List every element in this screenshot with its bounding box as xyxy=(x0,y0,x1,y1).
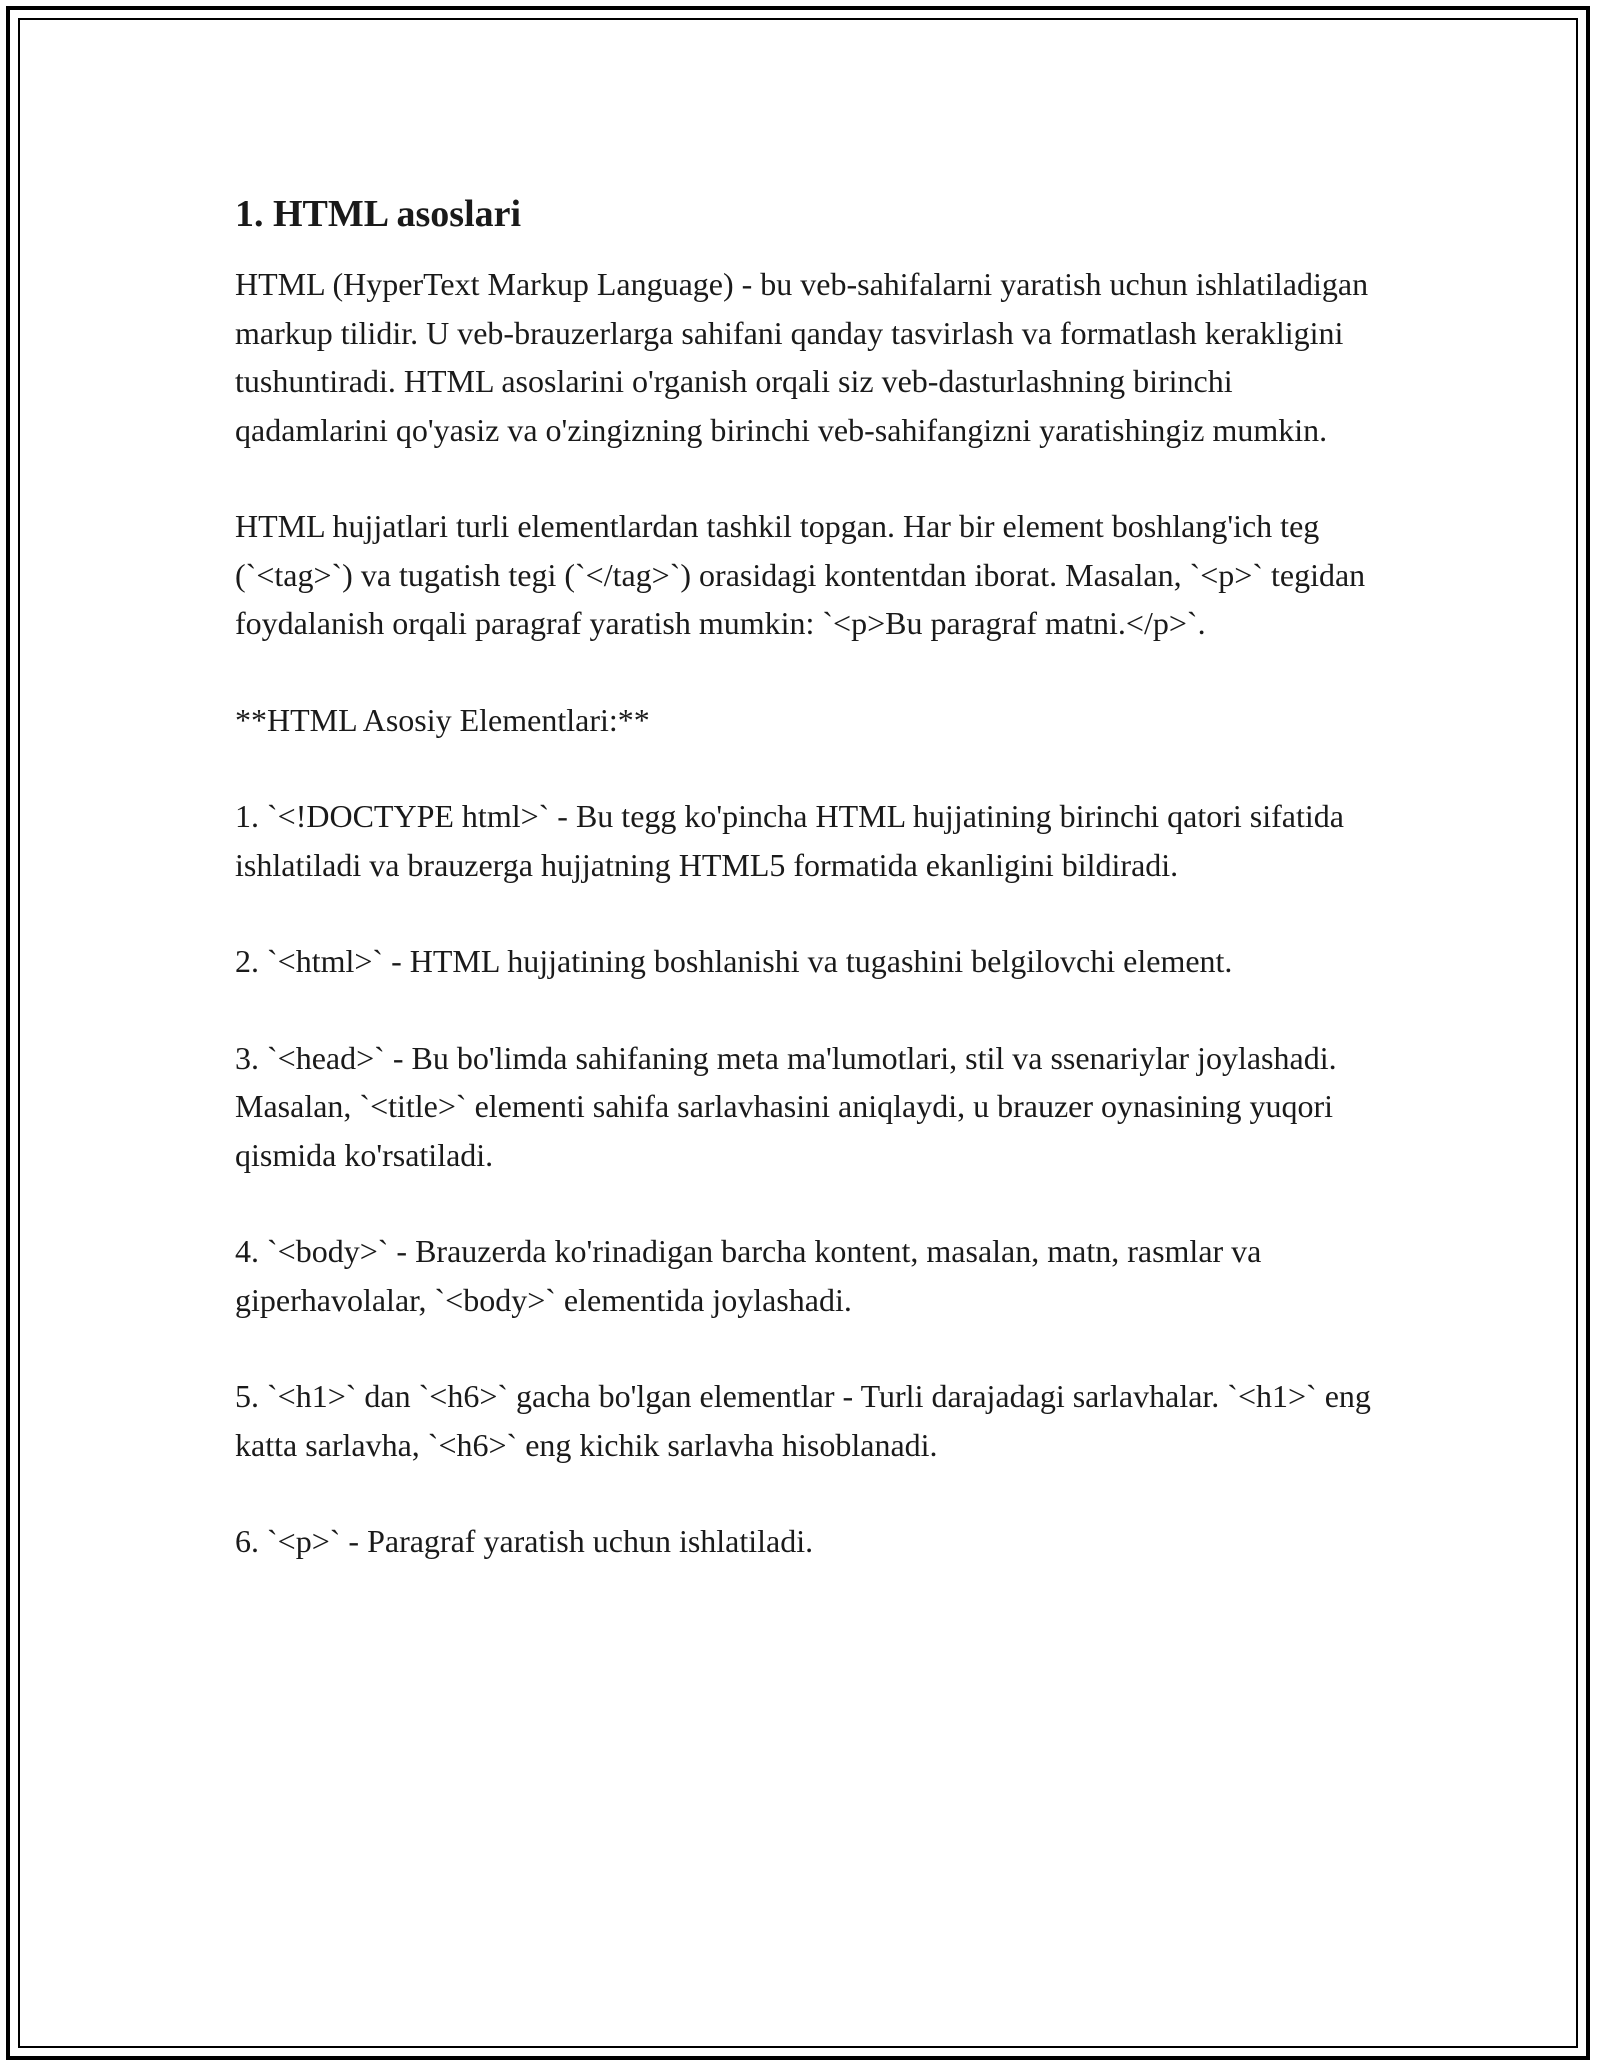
document-body xyxy=(235,188,1375,1614)
list-item-paragraph: 6. `<p>` - Paragraf yaratish uchun ishlatiladi. xyxy=(235,1523,814,1559)
list-item-body: 4. `<body>` - Brauzerda ko'rinadigan barcha kontent, masalan, matn, rasmlar va giperhavolalar, `<body>` elementida joylashadi. xyxy=(235,1233,1262,1318)
list-item-html: 2. `<html>` - HTML hujjatining boshlanishi va tugashini belgilovchi element. xyxy=(235,943,1233,979)
paragraph-subheading: **HTML Asosiy Elementlari:** xyxy=(235,701,650,738)
list-item-head: 3. `<head>` - Bu bo'limda sahifaning meta ma'lumotlari, stil va ssenariylar joylashadi. Masalan, `<title>` elementi sahifa sarlavhasini aniqlaydi, u brauzer oynasining yuqori qismida ko'rsatiladi. xyxy=(235,1039,1337,1173)
list-item-headings: 5. `<h1>` dan `<h6>` gacha bo'lgan elementlar - Turli darajadagi sarlavhalar. `<h1>` eng katta sarlavha, `<h6>` eng kichik sarlavha hisoblanadi. xyxy=(235,1378,1371,1463)
paragraph-intro: HTML (HyperText Markup Language) - bu veb-sahifalarni yaratish uchun ishlatiladigan markup tilidir. U veb-brauzerlarga sahifani qanday tasvirlash va formatlash kerakligini tushuntiradi. HTML asoslarini o'rganish orqali siz veb-dasturlashning birinchi qadamlarini qo'yasiz va o'zingizning birinchi veb-sahifangizni yaratishingiz mumkin. xyxy=(235,266,1369,448)
paragraph-elements: HTML hujjatlari turli elementlardan tashkil topgan. Har bir element boshlang'ich teg (`<tag>`) va tugatish tegi (`</tag>`) orasidagi kontentdan iborat. Masalan, `<p>` tegidan foydalanish orqali paragraf yaratish mumkin: `<p>Bu paragraf matni.</p>`. xyxy=(235,508,1366,641)
section-title: 1. HTML asoslari xyxy=(235,193,522,235)
list-item-doctype: 1. `<!DOCTYPE html>` - Bu tegg ko'pincha HTML hujjatining birinchi qatori sifatida ishlatiladi va brauzerga hujjatning HTML5 formatida ekanligini bildiradi. xyxy=(235,798,1344,883)
